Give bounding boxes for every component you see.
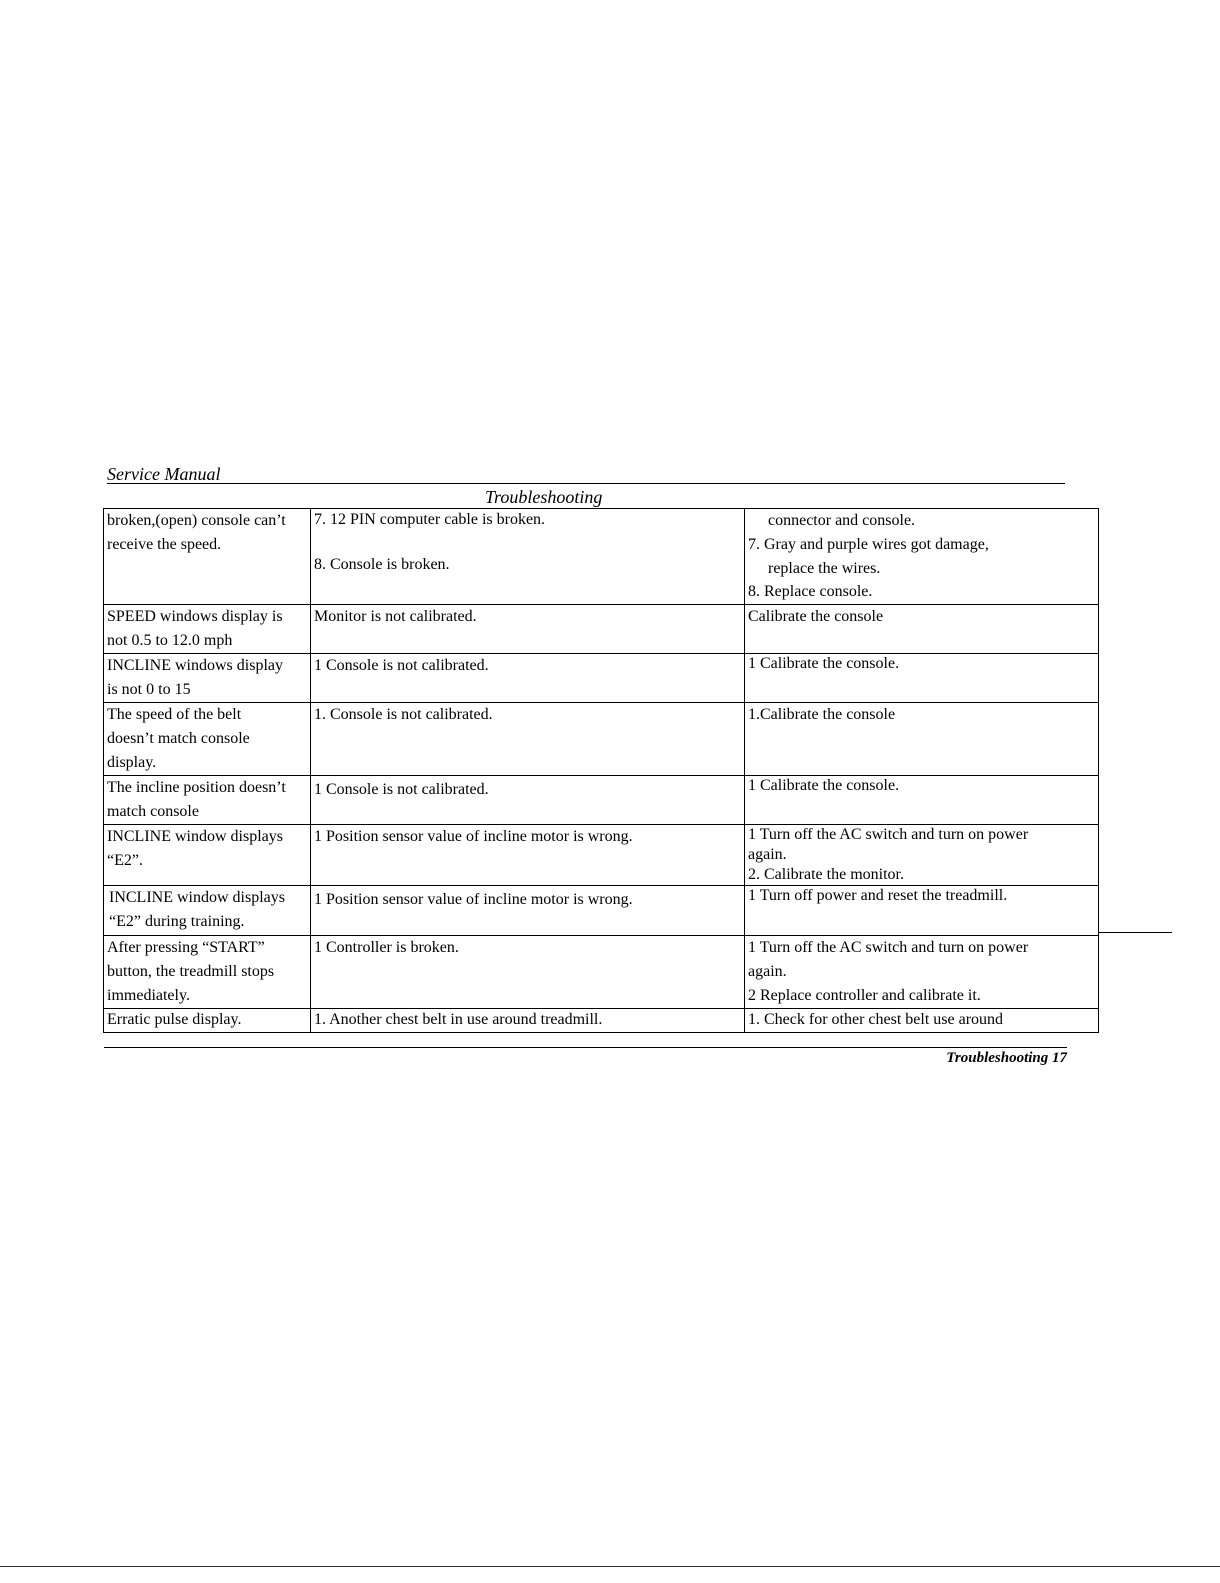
cause-cell	[311, 654, 745, 703]
cause-line: 1 Position sensor value of incline motor is wrong.	[314, 891, 633, 908]
symptom-line: doesn’t match console	[107, 730, 250, 747]
cause-cell	[311, 825, 745, 886]
symptom-cell	[104, 1009, 311, 1033]
cause-line: 1 Console is not calibrated.	[314, 781, 489, 798]
symptom-line: is not 0 to 15	[107, 681, 191, 698]
table-row	[104, 886, 1099, 936]
solution-cell	[745, 776, 1099, 825]
solution-line: 2. Calibrate the monitor.	[748, 866, 904, 883]
cause-line: 1. Another chest belt in use around treadmill.	[314, 1011, 603, 1028]
footer-page-label: Troubleshooting 17	[946, 1050, 1067, 1066]
symptom-cell	[104, 886, 311, 936]
symptom-line: INCLINE window displays	[109, 889, 285, 906]
symptom-line: broken,(open) console can’t	[107, 512, 286, 529]
solution-line: 1 Calibrate the console.	[748, 655, 900, 672]
symptom-line: INCLINE windows display	[107, 657, 283, 674]
cause-line: 1 Console is not calibrated.	[314, 657, 489, 674]
symptom-line: “E2” during training.	[109, 913, 245, 930]
cause-line: 1. Console is not calibrated.	[314, 706, 493, 723]
solution-cell	[745, 654, 1099, 703]
solution-line: again.	[748, 963, 787, 980]
solution-cell	[745, 1009, 1099, 1033]
table-row	[104, 605, 1099, 654]
symptom-cell	[104, 654, 311, 703]
solution-cell	[745, 509, 1099, 605]
section-title: Troubleshooting	[485, 487, 603, 507]
table-row	[104, 1009, 1099, 1033]
table-row	[104, 936, 1099, 1009]
symptom-line: The incline position doesn’t	[107, 779, 286, 796]
solution-line: again.	[748, 846, 787, 863]
solution-line: Calibrate the console	[748, 608, 884, 625]
cause-cell	[311, 936, 745, 1009]
solution-line: replace the wires.	[768, 560, 881, 577]
cause-line: 8. Console is broken.	[314, 556, 450, 573]
header-title: Service Manual	[107, 464, 221, 484]
symptom-line: match console	[107, 803, 199, 820]
solution-line: 8. Replace console.	[748, 583, 873, 600]
stray-rule	[1098, 932, 1172, 933]
symptom-line: Erratic pulse display.	[107, 1011, 242, 1028]
symptom-cell	[104, 776, 311, 825]
cause-line: 7. 12 PIN computer cable is broken.	[314, 511, 546, 528]
cause-line: Monitor is not calibrated.	[314, 608, 477, 625]
cause-cell	[311, 605, 745, 654]
symptom-line: The speed of the belt	[107, 706, 242, 723]
troubleshooting-table	[103, 508, 1099, 1033]
footer-rule	[104, 1047, 1067, 1048]
solution-line: 2 Replace controller and calibrate it.	[748, 987, 981, 1004]
symptom-line: display.	[107, 754, 157, 771]
symptom-line: “E2”.	[107, 852, 143, 869]
symptom-cell	[104, 509, 311, 605]
page-bottom-rule	[0, 1566, 1220, 1567]
symptom-line: SPEED windows display is	[107, 608, 283, 625]
cause-line: 1 Controller is broken.	[314, 939, 459, 956]
solution-cell	[745, 936, 1099, 1009]
table-row	[104, 509, 1099, 605]
solution-cell	[745, 703, 1099, 776]
table-row	[104, 825, 1099, 886]
symptom-cell	[104, 936, 311, 1009]
solution-line: 7. Gray and purple wires got damage,	[748, 536, 989, 553]
solution-line: 1 Turn off the AC switch and turn on power	[748, 826, 1029, 843]
cause-cell	[311, 509, 745, 605]
table-row	[104, 654, 1099, 703]
symptom-line: receive the speed.	[107, 536, 222, 553]
cause-cell	[311, 886, 745, 936]
solution-line: connector and console.	[768, 512, 916, 529]
symptom-line: After pressing “START”	[107, 939, 265, 956]
cause-cell	[311, 776, 745, 825]
symptom-cell	[104, 825, 311, 886]
solution-line: 1.Calibrate the console	[748, 706, 896, 723]
solution-line: 1 Turn off power and reset the treadmill.	[748, 887, 1008, 904]
solution-line: 1 Turn off the AC switch and turn on power	[748, 939, 1029, 956]
solution-cell	[745, 605, 1099, 654]
header-rule	[107, 483, 1065, 484]
table-row	[104, 776, 1099, 825]
cause-cell	[311, 703, 745, 776]
symptom-line: immediately.	[107, 987, 190, 1004]
solution-line: 1. Check for other chest belt use around	[748, 1011, 1004, 1028]
symptom-line: not 0.5 to 12.0 mph	[107, 632, 233, 649]
symptom-cell	[104, 605, 311, 654]
symptom-line: INCLINE window displays	[107, 828, 283, 845]
solution-cell	[745, 886, 1099, 936]
table-row	[104, 703, 1099, 776]
cause-line: 1 Position sensor value of incline motor is wrong.	[314, 828, 633, 845]
symptom-line: button, the treadmill stops	[107, 963, 275, 980]
cause-cell	[311, 1009, 745, 1033]
symptom-cell	[104, 703, 311, 776]
solution-cell	[745, 825, 1099, 886]
solution-line: 1 Calibrate the console.	[748, 777, 900, 794]
